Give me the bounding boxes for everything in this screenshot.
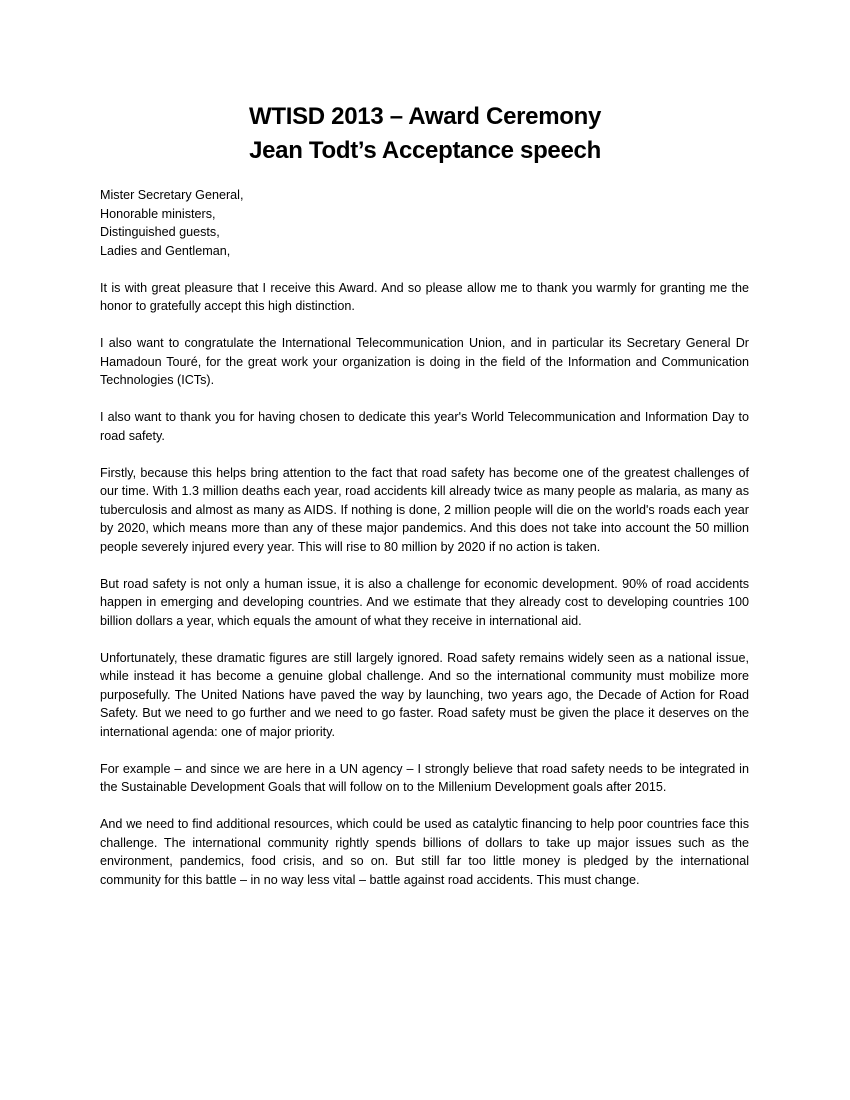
- title-line-1: WTISD 2013 – Award Ceremony: [248, 103, 602, 130]
- paragraph-global-challenge: Unfortunately, these dramatic figures are still largely ignored. Road safety remains widely seen as a national issue, while instead it has become a genuine global challenge. And so the international community must mobilize more purposefully. The United Nations have paved the way by launching, two years ago, the Decade of Action for Road Safety. But we need to go further and we need to go faster. Road safety must be given the place it deserves on the international agenda: one of major priority.: [100, 650, 749, 739]
- paragraph-road-deaths: Firstly, because this helps bring attention to the fact that road safety has become one of the greatest challenges of our time. With 1.3 million deaths each year, road accidents kill already twice as many people as malaria, as many as tuberculosis and almost as many as AIDS. If nothing is done, 2 million people will die on the world's roads each year by 2020, which means more than any of these major pandemics. And this does not take into account the 50 million people severely injured every year. This will rise to 80 million by 2020 if no action is taken.: [100, 465, 749, 554]
- paragraph-economic-development: But road safety is not only a human issue, it is also a challenge for economic development. 90% of road accidents happen in emerging and developing countries. And we estimate that they already cost to developing countries 100 billion dollars a year, which equals the amount of what they receive in international aid.: [100, 576, 749, 628]
- salutation-line: Mister Secretary General,: [100, 188, 244, 202]
- title-line-2: Jean Todt’s Acceptance speech: [249, 137, 601, 164]
- paragraph-dedication: I also want to thank you for having chosen to dedicate this year's World Telecommunication and Information Day to road safety.: [100, 410, 749, 443]
- speech-body: [100, 186, 749, 908]
- salutation-block: [100, 186, 749, 260]
- document-title: [0, 100, 850, 168]
- paragraph-additional-resources: And we need to find additional resources, which could be used as catalytic financing to help poor countries face this challenge. The international community rightly spends billions of dollars to take up major issues such as the environment, pandemics, food crisis, and so on. But still far too little money is pledged by the international community for this battle – in no way less vital – battle against road accidents. This must change.: [100, 817, 749, 887]
- salutation-line: Distinguished guests,: [100, 225, 220, 239]
- paragraph-thanks: It is with great pleasure that I receive this Award. And so please allow me to thank you warmly for granting me the honor to gratefully accept this high distinction.: [100, 280, 749, 313]
- salutation-line: Ladies and Gentleman,: [100, 243, 231, 258]
- salutation-line: Honorable ministers,: [100, 206, 216, 221]
- paragraph-congratulate-itu: I also want to congratulate the International Telecommunication Union, and in particular its Secretary General Dr Hamadoun Touré, for the great work your organization is doing in the field of the Information and Communication Technologies (ICTs).: [100, 336, 749, 387]
- paragraph-sustainable-goals: For example – and since we are here in a UN agency – I strongly believe that road safety needs to be integrated in the Sustainable Development Goals that will follow on to the Millenium Development goals after 2015.: [100, 761, 749, 794]
